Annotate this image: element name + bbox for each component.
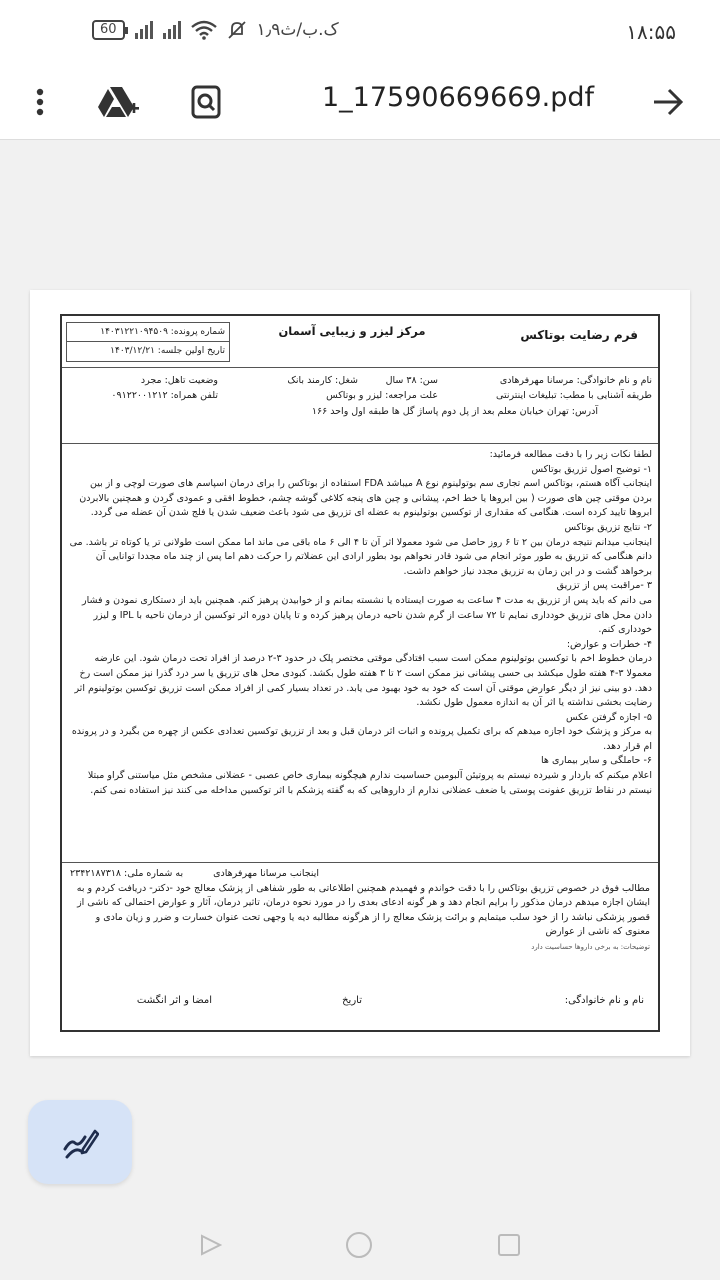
name-label: نام و نام خانوادگی: [564, 995, 644, 1006]
file-info-box [66, 322, 230, 362]
first-session-date: تاریخ اولین جلسه: ۱۴۰۳/۱۲/۲۱ [110, 346, 225, 356]
search-in-doc-icon[interactable] [182, 78, 230, 126]
patient-info [62, 368, 658, 444]
mute-bell-icon [227, 20, 247, 40]
section-text: درمان خطوط اخم با توکسین بوتولینوم ممکن است سبب افتادگی موقتی مختصر پلک در حدود ۳-۲ درصد از افراد تحت درمان شود. این عارضه معمولا ۳-۴ هفته طول میکشد بی حسی پیشانی نیز ممکن است ۲ تا ۳ هفته طول بکشد. کبودی محل های تزریق یا سر درد گذرا نیز ممکن است رخ دهد. دو بینی نیز از دیگر عوارض موقتی آن است که خود به خود بهبود می یابد. در تعداد بسیار کمی از افراد ممکن است تزریق توکسین بوتولینوم اثر رضایت بخشی نداشته یا اثر آن به اندازه معمول طول نکشد. [74, 653, 652, 709]
instructions: لطفا نکات زیر را با دقت مطالعه فرمائید: [489, 449, 652, 460]
date-label: تاریخ [342, 995, 362, 1006]
patient-job: شغل: کارمند بانک [287, 375, 358, 386]
edit-pen-icon [61, 1125, 99, 1159]
app-toolbar [0, 64, 720, 140]
clock: ۱۸:۵۵ [626, 20, 676, 44]
declaration [62, 862, 658, 955]
declarant-name: اینجانب مرسانا مهرفرهادی [213, 868, 320, 879]
patient-age: سن: ۳۸ سال [385, 375, 438, 386]
nav-recents-icon[interactable] [498, 1234, 520, 1256]
section-text: اعلام میکنم که باردار و شیرده نیستم به پروتیئن آلبومین حساسیت ندارم هیچگونه بیماری خاص عصبی - عضلانی مشخص مثل میاستنی گراو مبتلا نیستم در نقاط تزریق عفونت پوستی یا ضعف عضلانی ندارم از داروهایی که به گفته پزشکم با اثر توکسین مداخله می کنند نیز استفاده نمی کنم. [87, 770, 652, 796]
patient-address: آدرس: تهران خیابان معلم بعد از پل دوم پاساژ گل ها طبقه اول واحد ۱۶۶ [311, 406, 598, 417]
network-speed: ۱٫۹ک.ب/ث [256, 20, 339, 40]
patient-phone: تلفن همراه: ۰۹۱۲۲۰۰۱۲۱۲ [111, 390, 218, 401]
section-heading: ۳ -مراقبت پس از تزریق [556, 580, 652, 592]
section-text: اینجانب آگاه هستم، بوتاکس اسم تجاری سم بوتولینوم نوع A میباشد FDA استفاده از بوتاکس را برای درمان اسپاسم های صورت لوچی و از بین بردن موقتی چین های صورت ( بین ابروها یا خط اخم، پیشانی و چین های پنجه کلاغی گوشه چشم، خطوط افقی و عمودی گردن و همچنین بالابردن ابروها تایید کرده است. هنگامی که مقداری از توکسین بوتولینوم به عضله ای تزریق می شود باعث ضعیف شدن یا فلج شدن آن عضله می گردد. [79, 478, 652, 519]
annotate-button[interactable] [28, 1100, 132, 1184]
patient-marital: وضعیت تاهل: مجرد [140, 375, 218, 386]
file-name: 1_17590669669.pdf [322, 82, 595, 113]
more-vert-icon[interactable] [16, 78, 64, 126]
wifi-icon [191, 20, 217, 40]
clinic-name: مرکز لیزر و زیبایی آسمان [278, 324, 426, 338]
declaration-text: مطالب فوق در خصوص تزریق بوتاکس را با دقت خواندم و فهمیدم همچنین اطلاعاتی به طور شفاهی از پزشک معالج خود -دکتر- دریافت کردم و به ایشان اجازه میدهم درمان مذکور را برایم انجام دهد و هر گونه ادعای بعدی را در مورد نحوه درمان، تاثیر درمان، آثار و عوارض احتمالی که ناشی از قصور پزشکی نباشد را از خود سلب میتمایم و برائت پزشک معالج را از هرگونه مطالبه دیه یا وجهی تحت عنوان خسارت و ضرر و زیان مادی و معنوی که ناشی از عوارض [76, 882, 650, 938]
system-nav-bar [0, 1208, 720, 1280]
add-to-drive-icon[interactable] [94, 78, 142, 126]
declaration-identity [70, 867, 650, 882]
patient-name: نام و نام خانوادگی: مرسانا مهرفرهادی [499, 375, 652, 386]
file-number: شماره پرونده: ۱۴۰۳۱۲۲۱۰۹۴۵۰۹ [67, 323, 229, 342]
section-text: می دانم که باید پس از تزریق به مدت ۴ ساعت به صورت ایستاده یا نشسته بمانم و از خوابیدن پرهیز کنم. همچنین باید از دستکاری نمودن و فشار دادن محل های تزریق خودداری نمایم تا ۷۲ ساعت از گرم شدن ناحیه درمان پرهیز کرده و تا پایان دوره اثر توکسین از درمان ناحیه با IPL و لیزر خودداری کنم. [82, 594, 652, 636]
status-icons [92, 20, 339, 40]
signal-icon [135, 21, 153, 39]
status-bar [0, 0, 720, 64]
battery-icon: 60 [92, 20, 125, 40]
declaration-note: توضیحات: به برخی داروها حساسیت دارد [531, 942, 650, 951]
arrow-forward-icon[interactable] [644, 78, 692, 126]
form-title: فرم رضایت بوتاکس [520, 328, 638, 342]
form-header [62, 316, 658, 368]
section-text: به مرکز و پزشک خود اجازه میدهم که برای تکمیل پرونده و اثبات اثر درمان قبل و بعد از تزریق توکسین تعدادی عکس از چهره من بگیرد و در پرونده ام قرار دهد. [71, 726, 652, 752]
form-body [68, 448, 652, 798]
sign-label: امضا و اثر انگشت [136, 995, 212, 1006]
section-heading: ۱- توضیح اصول تزریق بوتاکس [531, 463, 652, 475]
nav-back-icon[interactable] [200, 1234, 222, 1256]
section-heading: ۵- اجازه گرفتن عکس [566, 711, 652, 723]
signal-icon-2 [163, 21, 181, 39]
section-text: اینجانب میدانم نتیجه درمان بین ۲ تا ۶ روز حاصل می شود معمولا اثر آن تا ۴ الی ۶ ماه باقی می ماند اما ممکن است طولانی تر یا کوتاه تر باشد. می دانم هنگامی که تزریق به طور موثر انجام می شود قادر نخواهم بود بطور ارادی این عضلاتم را حرکت دهم اما پس از چند ماه مجددا توانایی آن برخواهد گشت و در این زمان به تزریق مجدد نیاز خواهم داشت. [69, 536, 652, 577]
section-heading: ۴- خطرات و عوارض: [566, 638, 652, 650]
visit-reason: علت مراجعه: لیزر و بوتاکس [326, 390, 438, 401]
consent-form [60, 314, 660, 1032]
national-id: به شماره ملی: ۲۳۴۲۱۸۷۳۱۸ [70, 868, 184, 879]
nav-home-icon[interactable] [346, 1232, 372, 1258]
section-heading: ۲- نتایج تزریق بوتاکس [564, 521, 652, 533]
section-heading: ۶- حاملگی و سایر بیماری ها [541, 755, 652, 767]
pdf-page[interactable] [30, 290, 690, 1056]
referral-source: طریقه آشنایی با مطب: تبلیغات اینترنتی [496, 390, 652, 401]
